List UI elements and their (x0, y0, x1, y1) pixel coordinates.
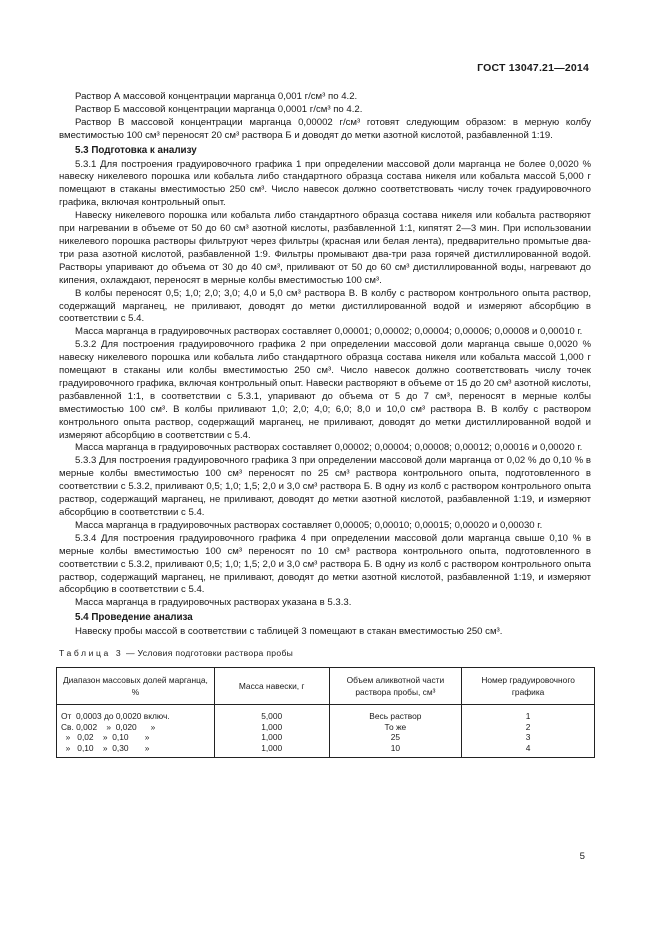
paragraph: 5.3.3 Для построения градуировочного графика 3 при определении массовой доли марганца от 0,02 % до 0,10 % в мерные колбы вместимостью 100 см³ переносят по 25 см³ раствора контрольного опыта, подготовленного в соответствии с 5.3.2, приливают 0,5; 1,0; 1,5; 2,0 и 3,0 см³ раствора Б. В одну из колб с раствором контрольного опыта раствор, содержащий марганец, не приливают, доводят до метки азотной кислотой, разбавленной 1:19, и измеряют абсорбцию в соответствии с 5.4. (59, 455, 591, 518)
table-header-row (57, 667, 595, 704)
range-cell: Св. 0,002 » 0,020 » (57, 722, 215, 733)
page-number: 5 (579, 851, 585, 862)
paragraph: Раствор А массовой концентрации марганца 0,001 г/см³ по 4.2. (75, 91, 358, 102)
paragraph: 5.3.2 Для построения градуировочного графика 2 при определении массовой доли марганца свыше 0,0020 % навеску никелевого порошка или кобальта либо стандартного образца состава никеля или кобальта массой 1,000 г помещают в стаканы или колбы вместимостью 250 см³. Число навесок должно соответствовать числу точек градуировочного графика, включая контрольный опыт. Навески растворяют в объеме от 15 до 20 см³ азотной кислоты, разбавленной 1:1, в соответствии с 5.3.1, упаривают до объема от 5 до 7 см³, переносят в мерные колбы вместимостью 100 см³. В колбы приливают 1,0; 2,0; 4,0; 6,0; 8,0 и 10,0 см³ раствора В. В колбу с раствором контрольного опыта раствор, содержащий марганец, не приливают, доводят до метки дистиллированной водой и измеряют абсорбцию в соответствии с 5.4. (59, 339, 592, 441)
mass-cell: 1,000 (214, 732, 329, 743)
section-heading-5-3: 5.3 Подготовка к анализу (75, 144, 197, 156)
paragraph: Масса марганца в градуировочных растворах составляет 0,00002; 0,00004; 0,00008; 0,00012; 0,00016 и 0,00020 г. (75, 442, 583, 454)
mass-cell: 5,000 (214, 704, 329, 721)
paragraph: 5.3.1 Для построения градуировочного графика 1 при определении массовой доли марганца не более 0,0020 % навеску никелевого порошка или кобальта либо стандартного образца состава никеля или кобальта массой 5,000 г помещают в стаканы вместимостью 250 см³. Число навесок должно соответствовать числу точек градуировочного графика, включая контрольный опыт. (59, 158, 591, 209)
range-cell: » 0,10 » 0,30 » (57, 743, 215, 758)
table-header-cell: Номер градуировочного графика (462, 667, 595, 704)
paragraph: 5.3.4 Для построения градуировочного графика 4 при определении массовой доли марганца свыше 0,10 % в мерные колбы вместимостью 100 см³ переносят по 10 см³ раствора контрольного опыта, подготовленного в соответствии с 5.3.2, приливают 0,5; 1,0; 1,5; 2,0 и 3,0 см³ раствора Б. В одну из колб с раствором контрольного опыта раствор, содержащий марганец, не приливают, доводят до метки азотной кислотой, разбавленной 1:19, и измеряют абсорбцию в соответствии с 5.4. (59, 532, 591, 596)
table-header-cell: Масса навески, г (214, 667, 329, 704)
paragraph: Навеску никелевого порошка или кобальта либо стандартного образца состава никеля или кобальта растворяют при нагревании в объеме от 50 до 60 см³ азотной кислоты, разбавленной 1:1, кипятят 2—3 мин. При использовании никелевого порошка растворы фильтруют через фильтры (красная или белая лента), предварительно промытые два-три раза азотной кислотой, разбавленной 1:9. Фильтры промывают два-три раза горячей дистиллированной водой. Растворы упаривают до объема от 30 до 40 см³, приливают от 50 до 60 см³ дистиллированной воды, нагревают до кипения, охлаждают, переносят в мерные колбы вместимостью 100 см³. (59, 210, 591, 286)
table-3 (56, 667, 595, 758)
range-cell: » 0,02 » 0,10 » (57, 732, 215, 743)
aliquot-cell: 25 (329, 732, 462, 743)
aliquot-cell: 10 (329, 743, 462, 758)
graph-cell: 4 (462, 743, 595, 758)
aliquot-cell: Весь раствор (329, 704, 462, 721)
paragraph: Масса марганца в градуировочных растворах указана в 5.3.3. (75, 597, 352, 609)
paragraph: Раствор Б массовой концентрации марганца 0,0001 г/см³ по 4.2. (75, 103, 363, 115)
table-row (57, 704, 595, 721)
mass-cell: 1,000 (214, 722, 329, 733)
graph-cell: 1 (462, 704, 595, 721)
table-caption (59, 647, 591, 660)
page-body (59, 91, 591, 758)
table-caption-label: Таблица 3 (59, 648, 124, 659)
paragraph: Масса марганца в градуировочных растворах составляет 0,00005; 0,00010; 0,00015; 0,00020 и 0,00030 г. (75, 519, 543, 531)
table-row (57, 743, 595, 758)
document-header: ГОСТ 13047.21—2014 (477, 62, 589, 74)
paragraph: В колбы переносят 0,5; 1,0; 2,0; 3,0; 4,0 и 5,0 см³ раствора В. В колбу с раствором контрольного опыта раствор, содержащий марганец, не приливают, доводят до метки дистиллированной водой и измеряют абсорбцию в соответствии с 5.4. (59, 287, 591, 325)
graph-cell: 3 (462, 732, 595, 743)
table-caption-text: — Условия подготовки раствора пробы (123, 648, 294, 659)
section-heading-5-4: 5.4 Проведение анализа (75, 612, 193, 624)
mass-cell: 1,000 (214, 743, 329, 758)
table-row (57, 732, 595, 743)
graph-cell: 2 (462, 722, 595, 733)
table-header-cell: Диапазон массовых долей марганца, % (57, 667, 215, 704)
paragraph: Раствор В массовой концентрации марганца 0,00002 г/см³ готовят следующим образом: в мерную колбу вместимостью 100 см³ переносят 20 см³ раствора Б и доводят до метки азотной кислотой, разбавленной 1:19. (59, 116, 591, 141)
paragraph: Масса марганца в градуировочных растворах составляет 0,00001; 0,00002; 0,00004; 0,00006; 0,00008 и 0,00010 г. (75, 326, 583, 338)
table-header-cell: Объем аликвотной части раствора пробы, см³ (329, 667, 462, 704)
table-row (57, 722, 595, 733)
paragraph: Навеску пробы массой в соответствии с таблицей 3 помещают в стакан вместимостью 250 см³. (75, 626, 503, 638)
aliquot-cell: То же (329, 722, 462, 733)
range-cell: От 0,0003 до 0,0020 включ. (57, 704, 215, 721)
